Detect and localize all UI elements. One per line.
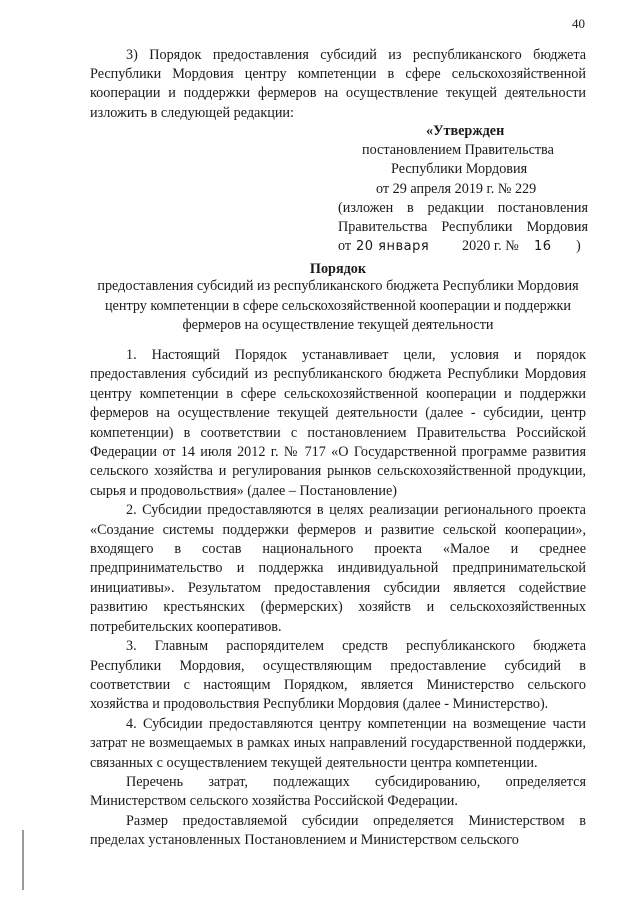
approval-line-3: от 29 апреля 2019 г. № 229: [376, 180, 537, 197]
approval-date-handwritten: 20 января: [356, 239, 430, 255]
document-body: [90, 346, 586, 851]
page-number: 40: [572, 16, 585, 31]
approval-year-number-label: 2020 г. №: [462, 238, 519, 255]
paragraph-3: 3. Главным распорядителем средств республиканского бюджета Республики Мордовия, осуществляющим предоставление субсидий в соответствии с настоящим Порядком, является Министерство сельского хозяйства и продовольствия Республики Мордовия (далее - Министерство).: [90, 638, 586, 713]
approval-line-5: Правительства Республики Мордовия: [338, 219, 588, 236]
intro-paragraph: 3) Порядок предоставления субсидий из республиканского бюджета Республики Мордовия центру компетенции в сфере сельскохозяйственной кооперации и поддержки фермеров на осуществление текущей деятельности изложить в следующей редакции:: [90, 47, 586, 121]
paragraph-1: 1. Настоящий Порядок устанавливает цели, условия и порядок предоставления субсидий из республиканского бюджета Республики Мордовия центру компетенции в сфере сельскохозяйственной кооперации и поддержки фермеров на осуществление текущей деятельности (далее - субсидии, центр компетенции) в соответствии с постановлением Правительства Российской Федерации от 14 июля 2012 г. № 717 «О Государственной программе развития сельского хозяйства и регулирования рынков сельскохозяйственной продукции, сырья и продовольствия» (далее – Постановление): [90, 347, 586, 499]
paragraph-4: 4. Субсидии предоставляются центру компетенции на возмещение части затрат не возмещаемых в рамках иных направлений государственной поддержки, связанных с осуществлением текущей деятельности центра компетенции.: [90, 715, 586, 771]
approval-line-6: [338, 237, 588, 256]
approval-line-2: Республики Мордовия: [391, 161, 528, 178]
scan-edge-mark: [22, 830, 24, 890]
paragraph-5: Перечень затрат, подлежащих субсидированию, определяется Министерством сельского хозяйства Российской Федерации.: [90, 773, 586, 810]
approval-title: «Утвержден: [426, 123, 505, 139]
approval-number-handwritten: 16: [534, 239, 552, 255]
paragraph-2: 2. Субсидии предоставляются в целях реализации регионального проекта «Создание системы поддержки фермеров и развитие сельской кооперации», входящего в состав национального проекта «Малое и среднее предпринимательство и поддержка индивидуальной предпринимательской инициативы». Результатом предоставления субсидии является содействие развитию крестьянских (фермерских) хозяйств и сельскохозяйственных потребительских кооперативов.: [90, 502, 586, 635]
approval-date-prefix: от: [338, 238, 352, 255]
approval-line-1: постановлением Правительства: [362, 142, 554, 159]
document-title: Порядок: [309, 261, 367, 277]
document-subtitle: предоставления субсидий из республиканского бюджета Республики Мордовия центру компетенции в сфере сельскохозяйственной кооперации и поддержки фермеров на осуществление текущей деятельности: [97, 278, 579, 333]
approval-close-paren: ): [576, 238, 581, 255]
approval-line-4: (изложен в редакции постановления: [338, 199, 588, 216]
paragraph-6: Размер предоставляемой субсидии определяется Министерством в пределах установленных Постановлением и Министерством сельского: [90, 812, 586, 849]
approval-block: [338, 122, 588, 256]
